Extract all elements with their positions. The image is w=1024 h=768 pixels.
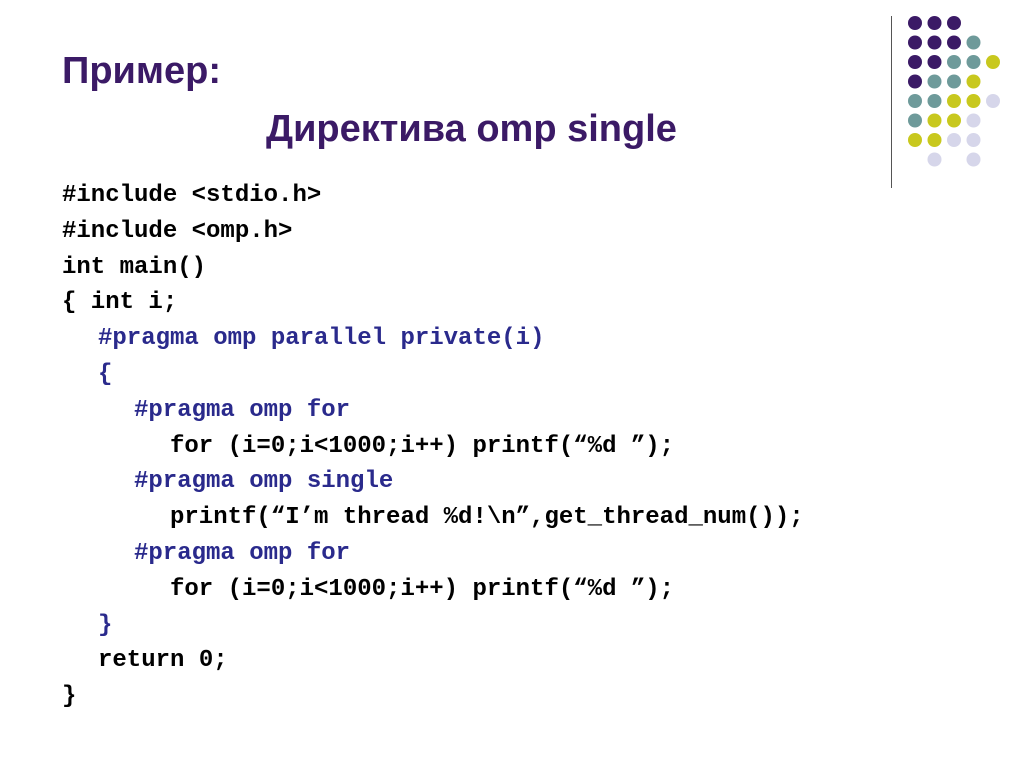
- code-line: }: [98, 611, 113, 639]
- decorative-dot: [967, 36, 981, 50]
- decorative-dot: [928, 16, 942, 30]
- code-line: printf(“I’m thread %d!\n”,get_thread_num());: [170, 504, 804, 532]
- decorative-dot: [928, 114, 942, 128]
- decorative-dot: [967, 94, 981, 108]
- divider-line: [891, 16, 892, 188]
- decorative-dot: [908, 75, 922, 89]
- decorative-dot: [947, 75, 961, 89]
- decorative-dot: [947, 114, 961, 128]
- decorative-dot: [967, 153, 981, 167]
- decorative-dot: [908, 94, 922, 108]
- decorative-dot: [908, 36, 922, 50]
- decorative-dot: [928, 94, 942, 108]
- decorative-dot: [967, 114, 981, 128]
- decorative-dot: [908, 16, 922, 30]
- code-line: { int i;: [62, 289, 178, 317]
- code-line: #pragma omp for: [134, 539, 351, 567]
- slide-subtitle: Директива omp single: [266, 108, 677, 150]
- decorative-dot: [986, 55, 1000, 69]
- code-line: for (i=0;i<1000;i++) printf(“%d ”);: [170, 432, 675, 460]
- code-line: for (i=0;i<1000;i++) printf(“%d ”);: [170, 575, 675, 603]
- decorative-dot: [928, 55, 942, 69]
- code-line: {: [98, 360, 113, 388]
- decorative-dot: [928, 133, 942, 147]
- code-line: #pragma omp for: [134, 396, 351, 424]
- decorative-dot: [928, 75, 942, 89]
- code-line: #include <omp.h>: [62, 217, 293, 245]
- decorative-dot: [908, 133, 922, 147]
- code-line: int main(): [62, 253, 207, 281]
- decorative-dot: [986, 94, 1000, 108]
- code-line: #include <stdio.h>: [62, 182, 322, 209]
- code-line: #pragma omp single: [134, 468, 394, 496]
- decorative-dot: [908, 55, 922, 69]
- decorative-dot: [947, 94, 961, 108]
- decorative-dot: [928, 153, 942, 167]
- decorative-dot: [947, 16, 961, 30]
- decorative-dot: [967, 75, 981, 89]
- code-block: [62, 178, 804, 715]
- decorative-dot: [947, 36, 961, 50]
- decorative-dot: [967, 55, 981, 69]
- decorative-dot: [947, 55, 961, 69]
- slide-title: Пример:: [62, 50, 221, 92]
- code-line: #pragma omp parallel private(i): [98, 325, 545, 353]
- code-line: }: [62, 683, 77, 711]
- code-line: return 0;: [98, 647, 228, 675]
- decorative-dot: [947, 133, 961, 147]
- decorative-dots-icon: [905, 10, 1005, 170]
- decorative-dot: [908, 114, 922, 128]
- decorative-dot: [967, 133, 981, 147]
- decorative-dot: [928, 36, 942, 50]
